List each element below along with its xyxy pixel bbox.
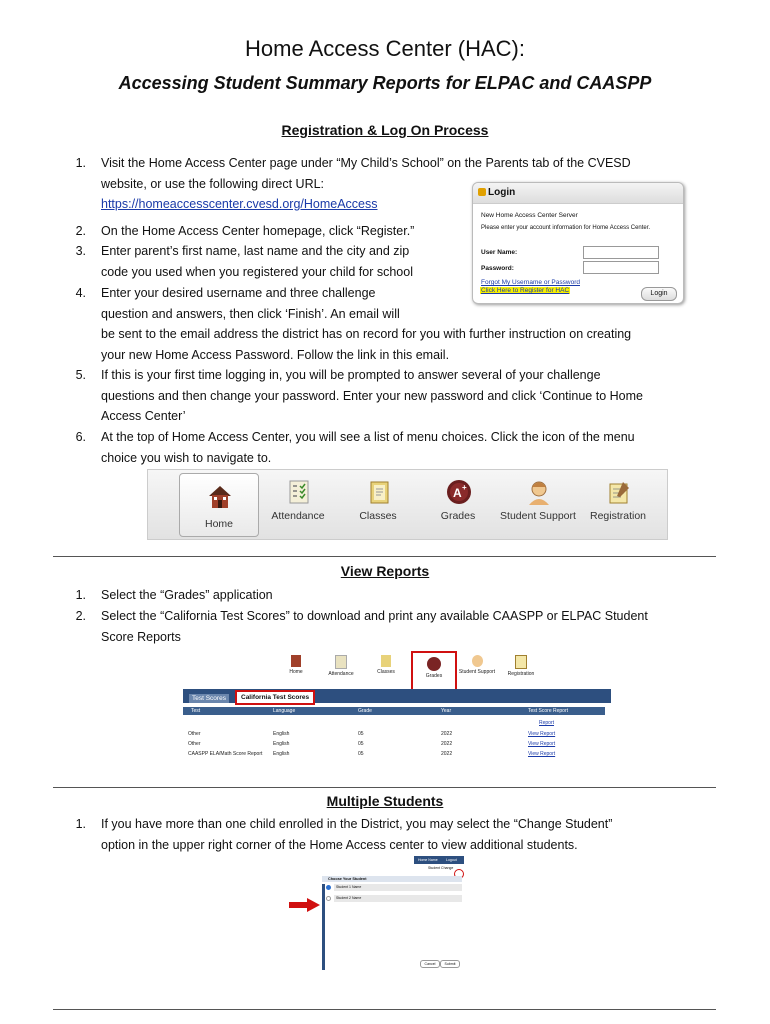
menu-classes[interactable]: Classes — [339, 470, 417, 539]
registration-steps: 1. Visit the Home Access Center page under “My Child’s School” on the Parents tab of the CVESD website, or use the following direct URL: https://homeaccesscenter.cvesd.org/HomeAccess 2. On the Home Access Center homepage, click “Register.” 3. Enter parent’s first name, last name and the city and zip code you used when you registered your child for school 4. Enter your desired username and three challenge question and answers, then click ‘Finish’. An email will be sent to the email address the district has on record for you with further instruction on creating your new Home Access Password. Follow the link in this email. 5. If this is your first time logging in, you will be prompted to answer several of your challenge questions and then change your password. Enter your new password and click ‘Continue to Home Access Center’ 6. At the top of Home Access Center, you will see a list of menu choices. Click the icon of the menu choice you wish to navigate to. — [78, 153, 718, 473]
registration-icon — [605, 478, 633, 506]
change-student-screenshot: Home Name Logout Student Change Choose Your Student Student 1 Name Student 2 Name Cancel Submit — [322, 856, 464, 970]
lock-icon — [478, 188, 486, 196]
divider-3 — [53, 1009, 716, 1010]
small-menu-registration: Registration — [501, 649, 541, 677]
cancel-button[interactable]: Cancel — [420, 960, 440, 968]
change-student-link[interactable]: Student Change — [428, 866, 454, 870]
login-title: Login — [488, 187, 516, 198]
hac-url-link[interactable]: https://homeaccesscenter.cvesd.org/HomeAccess — [101, 197, 378, 211]
menu-student-support[interactable]: Student Support — [499, 470, 577, 539]
tab-california-test-scores[interactable]: California Test Scores — [235, 690, 315, 705]
scores-table-header: Test Language Grade Year Test Score Report — [183, 707, 605, 715]
small-menu-home: Home — [276, 649, 316, 675]
home-icon-small — [291, 655, 301, 667]
small-menu-attendance: Attendance — [321, 649, 361, 677]
password-input[interactable] — [583, 261, 659, 274]
multiple-students-steps: 1. If you have more than one child enrolled in the District, you may select the “Change Student” option in the upper right corner of the Home Access center to view additional students. — [75, 817, 613, 852]
forgot-link[interactable]: Forgot My Username or Password — [481, 279, 580, 286]
username-label: User Name: — [481, 249, 518, 256]
attendance-icon-small — [335, 655, 347, 669]
login-button[interactable]: Login — [641, 287, 677, 301]
menu-attendance[interactable]: Attendance — [259, 470, 337, 539]
home-icon — [206, 482, 234, 510]
svg-text:A: A — [453, 486, 462, 500]
login-panel-screenshot — [472, 182, 684, 304]
student-1-name: Student 1 Name — [334, 884, 462, 891]
grades-screenshot: Home Attendance Classes Grades Student Support Registration Test Scores California Test Scores Test Language Grade Year Test Score Report Report Other English 05 2022 View Report Other English 05 2022 View Report CAASPP ELA/Math Score Report English 05 2022 View Report — [183, 649, 611, 763]
section-heading-view-reports: View Reports — [340, 563, 430, 579]
page-title: Home Access Center (HAC): — [245, 36, 525, 61]
student-radio-1[interactable] — [326, 885, 331, 890]
divider-2 — [53, 787, 716, 788]
classes-icon — [365, 478, 393, 506]
divider-1 — [53, 556, 716, 557]
menu-grades[interactable]: A + Grades — [419, 470, 497, 539]
section-heading-multiple-students: Multiple Students — [326, 793, 444, 809]
classes-icon-small — [381, 655, 391, 667]
submit-button[interactable]: Submit — [440, 960, 460, 968]
grades-icon-small — [427, 657, 441, 671]
password-label: Password: — [481, 265, 514, 272]
login-instructions: Please enter your account information for Home Access Center. — [481, 225, 651, 231]
student-support-icon — [525, 478, 553, 506]
small-menu-classes: Classes — [366, 649, 406, 675]
registration-icon-small — [515, 655, 527, 669]
menu-registration[interactable]: Registration — [579, 470, 657, 539]
student-2-name: Student 2 Name — [334, 895, 462, 902]
view-report-link[interactable]: View Report — [528, 751, 556, 757]
attendance-icon — [285, 478, 313, 506]
student-radio-2[interactable] — [326, 896, 331, 901]
view-reports-steps: 1. Select the “Grades” application 2. Select the “California Test Scores” to download and print any available CAASPP or ELPAC Student Score Reports — [75, 588, 648, 644]
menu-home[interactable]: Home — [179, 473, 259, 537]
section-heading-registration: Registration & Log On Process — [281, 122, 489, 138]
choose-student-header: Choose Your Student — [322, 876, 462, 882]
tab-test-scores[interactable]: Test Scores — [189, 694, 229, 703]
page-subtitle: Accessing Student Summary Reports for ELPAC and CAASPP — [118, 73, 652, 93]
username-input[interactable] — [583, 246, 659, 259]
login-server: New Home Access Center Server — [481, 212, 578, 219]
register-link[interactable]: Click Here to Register for HAC — [481, 287, 570, 294]
svg-text:+: + — [462, 483, 467, 492]
small-menu-student-support: Student Support — [457, 649, 497, 675]
grades-icon — [445, 478, 473, 506]
red-arrow-icon — [289, 898, 321, 912]
report-header-link[interactable]: Report — [539, 720, 555, 726]
view-report-link[interactable]: View Report — [528, 731, 556, 737]
view-report-link[interactable]: View Report — [528, 741, 556, 747]
student-support-icon-small — [472, 655, 483, 667]
menu-bar-screenshot — [147, 469, 668, 540]
small-menu-grades[interactable]: Grades — [411, 651, 457, 691]
